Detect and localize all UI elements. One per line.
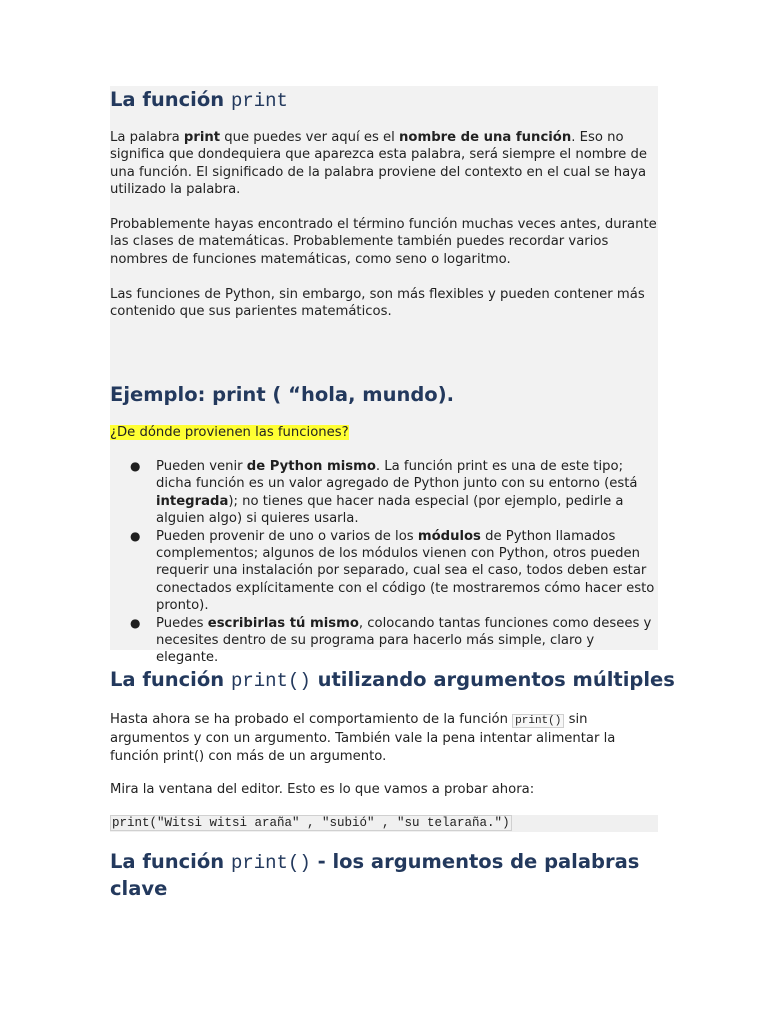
text-run: . Eso no significa que dondequiera que aparezca esta palabra, será siempre el nombre de una función. El significado de la palabra proviene del contexto en el cual se haya utilizado la palabra. [110,130,647,198]
title-code: print [230,90,288,112]
bullet-icon: ● [130,528,141,543]
title-text: La función [110,88,225,111]
code-snippet [110,815,658,832]
list-item [110,458,658,528]
section-title-example: Ejemplo: print ( “hola, mundo). [110,383,455,406]
text-run: de Python llamados complementos; algunos de los módulos vienen con Python, otros pueden requerir una instalación por separado, cual sea el caso, todos deben estar conectados explícitamente con el código (te mostraremos cómo hacer esto pronto). [156,528,655,614]
bold-run: print [183,130,221,145]
text-run: La palabra [110,130,184,145]
paragraph-multiple-args [110,711,660,765]
title-text: La función [110,850,225,873]
title-text: La función [110,668,225,691]
text-run: , colocando tantas funciones como desees y necesites dentro de su programa para hacerlo más simple, claro y elegante. [156,615,652,666]
bold-run: integrada [156,493,229,509]
title-text: - los argumentos de palabras clave [110,850,640,900]
text-run: Hasta ahora se ha probado el comportamiento de la función [110,712,513,727]
list-item [110,615,658,667]
text-run: Puedes [156,615,208,631]
bold-run: de Python mismo [246,459,376,474]
paragraph-intro [110,129,660,199]
text-run: Pueden provenir de uno o varios de los [156,528,418,544]
text-run: Pueden venir [156,459,247,474]
bold-run: nombre de una función [399,130,572,145]
bullet-icon: ● [130,459,141,473]
highlighted-text: ¿De dónde provienen las funciones? [110,425,349,440]
text-run: ); no tienes que hacer nada especial (por ejemplo, pedirle a alguien algo) si quieres usarla. [156,493,624,527]
paragraph-editor: Mira la ventana del editor. Esto es lo que vamos a probar ahora: [110,782,535,797]
title-text: utilizando argumentos múltiples [317,668,675,691]
section-title-print-function [110,87,288,114]
inline-code: print() [512,714,564,728]
text-run: sin argumentos y con un argumento. También vale la pena intentar alimentar la función print() con más de un argumento. [110,712,616,764]
paragraph-python-functions: Las funciones de Python, sin embargo, son más flexibles y pueden contener más contenido que sus parientes matemáticos. [110,287,645,320]
bullet-icon: ● [130,615,141,630]
bullet-list [110,458,658,667]
title-code: print() [230,852,311,874]
list-item [110,528,658,615]
text-run: . La función print es una de este tipo; dicha función es un valor agregado de Python junto con su entorno (está [156,459,638,492]
paragraph-math-functions: Probablemente hayas encontrado el término función muchas veces antes, durante las clases de matemáticas. Probablemente también puedes recordar varios nombres de funciones matemáticas, como seno o logaritmo. [110,217,657,267]
question-highlight [110,424,660,441]
title-code: print() [230,670,311,692]
code-text: print("Witsi witsi araña" , "subió" , "su telaraña.") [112,816,510,830]
section-title-multiple-arguments [110,667,675,694]
text-run: que puedes ver aquí es el [220,130,400,145]
bold-run: escribirlas tú mismo [207,615,359,631]
bold-run: módulos [417,528,481,544]
section-title-keyword-arguments [110,849,658,902]
